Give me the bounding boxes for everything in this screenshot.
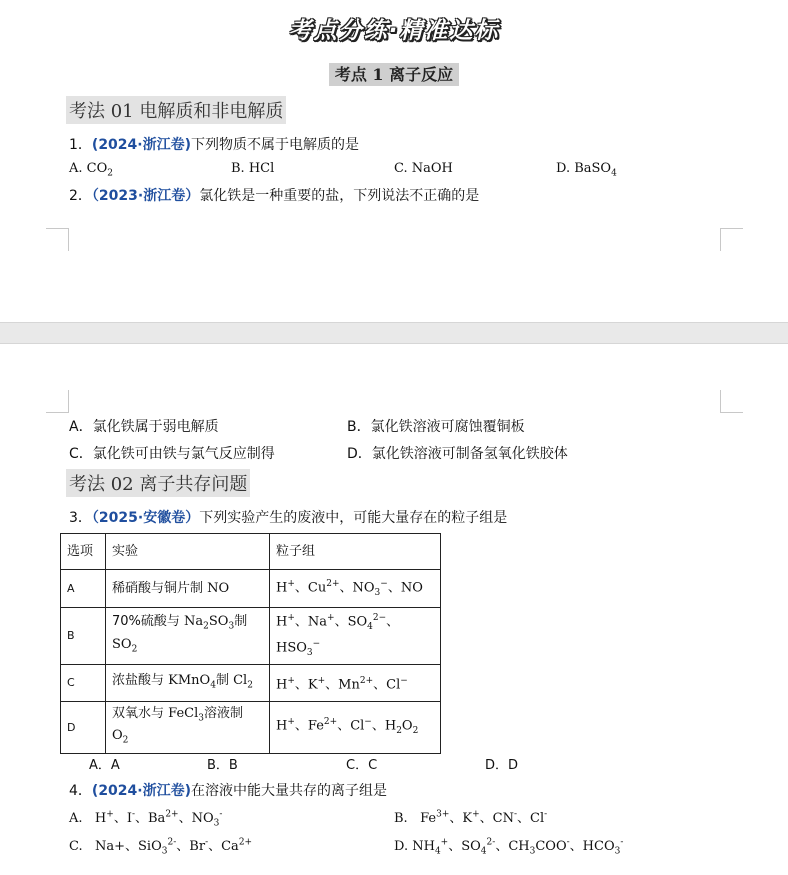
page-corner-mark xyxy=(720,228,743,251)
q2-option-c[interactable]: C．氯化铁可由铁与氯气反应制得 xyxy=(69,446,275,462)
method-heading-1: 考法 01 电解质和非电解质 xyxy=(66,96,286,124)
table-cell: 稀硝酸与铜片制 NO xyxy=(106,570,270,608)
q4-option-c[interactable]: C. Na+、SiO$_3^{2-}$、Br-、$Ca^{2+}$ xyxy=(69,837,253,857)
page-corner-mark xyxy=(46,390,69,413)
q1-option-d[interactable]: D. BaSO$_4$ xyxy=(556,161,617,179)
table-cell: 浓盐酸与 KMnO$_4$制 $Cl_2$ xyxy=(106,664,270,701)
table-cell: D xyxy=(61,701,106,753)
table-cell: B xyxy=(61,608,106,665)
question-4: 4．(2024·浙江卷)在溶液中能大量共存的离子组是 xyxy=(69,783,388,799)
q1-option-b[interactable]: B. HCl xyxy=(231,161,275,176)
table-row xyxy=(61,701,441,753)
table-cell: A xyxy=(61,570,106,608)
table-row xyxy=(61,570,441,608)
question-source: (2024·浙江卷) xyxy=(91,783,192,799)
table-row xyxy=(61,608,441,665)
q2-option-d[interactable]: D．氯化铁溶液可制备氢氧化铁胶体 xyxy=(347,446,568,462)
particle-table xyxy=(60,533,441,754)
q3-option-d[interactable]: D．D xyxy=(485,758,519,773)
method-heading-2: 考法 02 离子共存问题 xyxy=(66,469,250,497)
table-cell: 双氧水与 FeCl$_3$溶液制 $O_2$ xyxy=(106,701,270,753)
table-cell: H+、Na+、$SO_4^{2-}$、$HSO_3^-$ xyxy=(270,608,441,665)
q2-option-b[interactable]: B．氯化铁溶液可腐蚀覆铜板 xyxy=(347,419,525,435)
q3-option-b[interactable]: B．B xyxy=(207,758,238,773)
table-header-cell: 实验 xyxy=(106,534,270,570)
topic-chip: 考点 1 离子反应 xyxy=(329,63,459,86)
q2-option-a[interactable]: A．氯化铁属于弱电解质 xyxy=(69,419,219,435)
table-cell: H+、$Fe^{2+}$、Cl−、$H_2O_2$ xyxy=(270,701,441,753)
table-row xyxy=(61,664,441,701)
q4-option-b[interactable]: B. $Fe^{3+}$、K+、CN-、Cl- xyxy=(394,809,548,826)
table-cell: H+、$Cu^{2+}$、$NO_3^-$、NO xyxy=(270,570,441,608)
table-header-cell: 选项 xyxy=(61,534,106,570)
q1-option-c[interactable]: C. NaOH xyxy=(394,161,453,176)
q3-option-a[interactable]: A．A xyxy=(89,758,120,773)
q4-option-a[interactable]: A. H+、I-、$Ba^{2+}$、$NO_3^-$ xyxy=(69,809,223,829)
table-header-cell: 粒子组 xyxy=(270,534,441,570)
page-corner-mark xyxy=(46,228,69,251)
table-cell: 70%硫酸与 $Na_2SO_3$制 $SO_2$ xyxy=(106,608,270,665)
table-cell: C xyxy=(61,664,106,701)
q3-option-c[interactable]: C．C xyxy=(346,758,378,773)
table-header-row xyxy=(61,534,441,570)
page-corner-mark xyxy=(720,390,743,413)
question-source: （2023·浙江卷） xyxy=(91,188,200,204)
question-1: 1．(2024·浙江卷)下列物质不属于电解质的是 xyxy=(69,137,360,153)
question-3: 3．（2025·安徽卷）下列实验产生的废液中，可能大量存在的粒子组是 xyxy=(69,510,508,526)
q1-option-a[interactable]: A. $CO_2$ xyxy=(69,161,113,179)
question-source: (2024·浙江卷) xyxy=(91,137,192,153)
page-break-gap xyxy=(0,322,788,344)
table-cell: H+、K+、$Mn^{2+}$、Cl− xyxy=(270,664,441,701)
banner-title: 考点分练·精准达标 xyxy=(288,18,500,44)
question-source: （2025·安徽卷） xyxy=(91,510,200,526)
question-2: 2．（2023·浙江卷）氯化铁是一种重要的盐，下列说法不正确的是 xyxy=(69,188,480,204)
q4-option-d[interactable]: D. $NH_4^+$、$SO_4^{2-}$、$CH_3COO^-$、$HCO_3^-$ xyxy=(394,837,624,857)
